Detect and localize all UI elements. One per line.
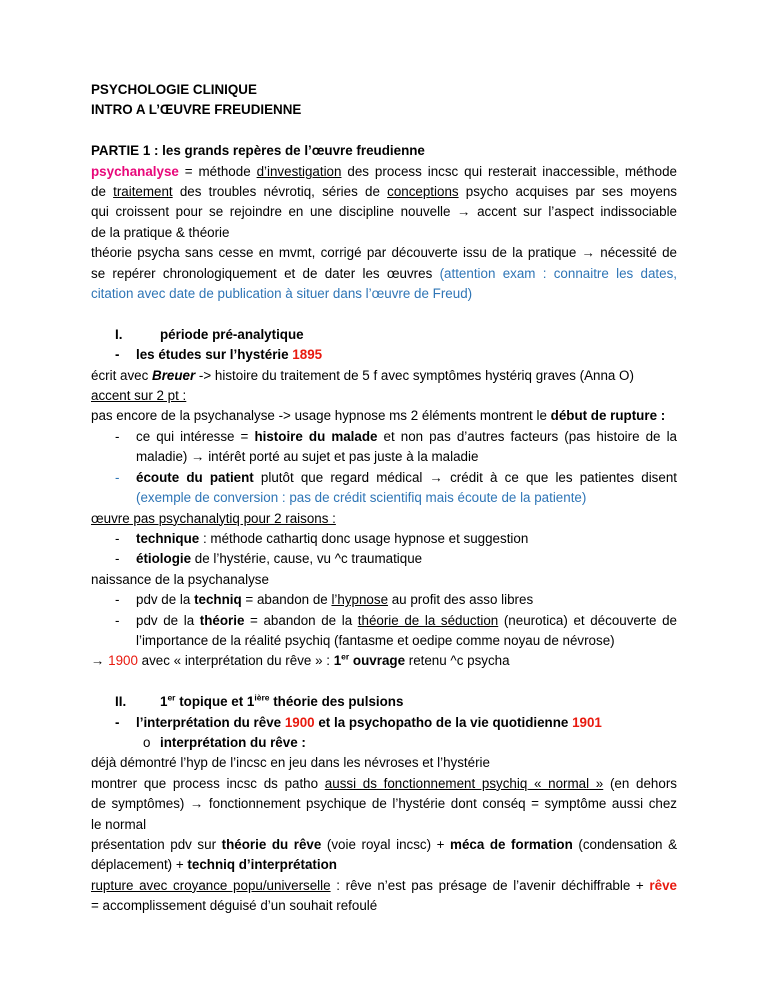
list-item: - écoute du patient plutôt que regard médical → crédit à ce que les patientes disent [115,469,677,485]
paragraph-line: montrer que process incsc ds patho aussi ds fonctionnement psychiq « normal » (en dehors [91,775,677,791]
arrow-icon: → [189,796,204,812]
list-item-continuation: maladie) → intérêt porté au sujet et pas juste à la maladie [136,449,479,465]
year-badge: 1901 [572,714,602,730]
part-heading: PARTIE 1 : les grands repères de l’œuvre freudienne [91,143,425,159]
sub-list-item: o interprétation du rêve : [91,733,677,753]
year-badge: 1900 [108,653,138,669]
paragraph-line: → 1900 avec « interprétation du rêve » : 1er ouvrage retenu ^c psycha [91,651,510,669]
list-item: - les études sur l’hystérie 1895 [115,347,323,363]
section-heading-2: II. 1er topique et $1^{ière}$ théorie des pulsions [115,692,404,710]
list-item-continuation: l’importance de la réalité psychiq (fantasme et oedipe comme noyau de névrose) [136,632,615,648]
list-item: - étiologie de l’hystérie, cause, vu ^c traumatique [115,551,423,567]
course-subtitle: INTRO A L’ŒUVRE FREUDIENNE [91,102,302,118]
list-item: - ce qui intéresse = histoire du malade et non pas d’autres facteurs (pas histoire de la [115,428,677,444]
arrow-icon: → [191,449,205,465]
circle-bullet-icon: o [143,734,151,750]
paragraph-line: se repérer chronologiquement et de dater les œuvres (attention exam : connaitre les dates, [91,265,677,281]
exam-note: citation avec date de publication à situer dans l’œuvre de Freud) [91,286,473,302]
paragraph-line: de la pratique & théorie [91,224,230,240]
course-title: PSYCHOLOGIE CLINIQUE [91,82,257,97]
list-item: - l’interprétation du rêve 1900 et la psychopatho de la vie quotidienne 1901 [115,714,602,730]
example-note: (exemple de conversion : pas de crédit scientifiq mais écoute de la patiente) [136,490,587,506]
year-badge: 1900 [284,714,315,730]
paragraph-line: déplacement) + techniq d’interprétation [91,857,337,873]
paragraph-line: le normal [91,816,147,832]
paragraph-line: de traitement des troubles névrotiq, séries de conceptions psycho acquises par ses moyens [91,184,677,200]
paragraph-line: écrit avec Breuer -> histoire du traitement de 5 f avec symptômes hystériq graves (Anna O) [91,367,634,383]
paragraph-line: rupture avec croyance popu/universelle : rêve n’est pas présage de l’avenir déchiffrable + rêve [91,877,677,893]
arrow-icon: → [91,653,105,669]
document-page [91,80,677,917]
arrow-icon: → [429,469,443,485]
list-item: - pdv de la techniq = abandon de l’hypnose au profit des asso libres [115,592,534,608]
list-item: - pdv de la théorie = abandon de la théorie de la séduction (neurotica) et découverte de [115,612,678,628]
paragraph-line: de symptômes) → fonctionnement psychique de l’hystérie dont conséq = symptôme aussi chez [91,796,677,812]
paragraph-line: = accomplissement déguisé d’un souhait refoulé [91,898,378,914]
paragraph-line: théorie psycha sans cesse en mvmt, corrigé par découverte issu de la pratique → nécessité de [91,245,677,261]
paragraph-line: déjà démontré l’hyp de l’incsc en jeu dans les névroses et l’hystérie [91,755,490,771]
paragraph-line: psychanalyse = méthode d’investigation des process incsc qui resterait inaccessible, méthode [91,163,677,179]
arrow-icon: → [457,204,471,220]
paragraph-line: œuvre pas psychanalytiq pour 2 raisons : [91,510,336,526]
paragraph-line: présentation pdv sur théorie du rêve (voie royal incsc) + méca de formation (condensation & [91,836,677,852]
keyword-psychanalyse: psychanalyse [91,163,179,179]
list-item: - technique : méthode cathartiq donc usage hypnose et suggestion [115,530,529,546]
paragraph-line: naissance de la psychanalyse [91,571,269,587]
section-heading-1: I. période pré-analytique [115,326,304,342]
paragraph-line: pas encore de la psychanalyse -> usage hypnose ms 2 éléments montrent le début de rupture : [91,408,666,424]
paragraph-line: accent sur 2 pt : [91,388,187,404]
year-badge: 1895 [292,347,323,363]
paragraph-line: qui croissent pour se rejoindre en une discipline nouvelle → accent sur l’aspect indissociable [91,204,677,220]
exam-note: (attention exam : connaitre les dates, [439,265,677,281]
arrow-icon: → [581,245,595,261]
